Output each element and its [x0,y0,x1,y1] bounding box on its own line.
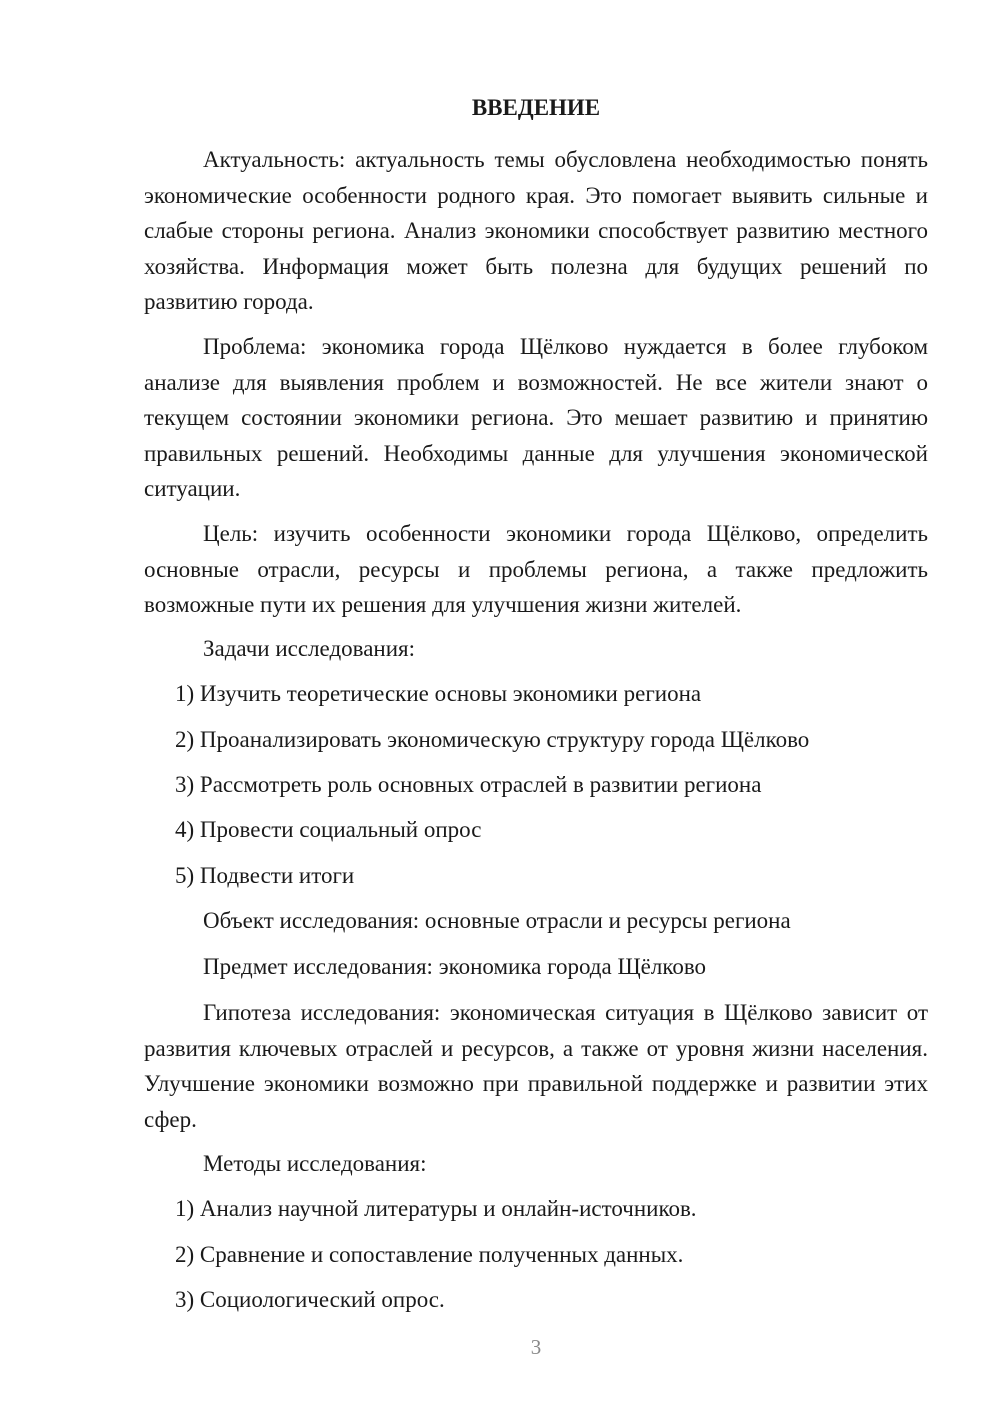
task-item: 3) Рассмотреть роль основных отраслей в развитии региона [175,772,762,797]
task-item: 5) Подвести итоги [175,863,355,888]
research-subject: Предмет исследования: экономика города Щёлково [203,954,707,979]
problem-paragraph: Проблема: экономика города Щёлково нуждается в более глубоком анализе для выявления проблем и возможностей. Не все жители знают о текущем состоянии экономики региона. Это мешает развитию и принятию правильных решений. Необходимы данные для улучшения экономической ситуации. [144,334,928,501]
page-number: 3 [530,1335,542,1359]
method-item: 2) Сравнение и сопоставление полученных данных. [175,1242,684,1267]
methods-title: Методы исследования: [203,1151,427,1176]
goal-paragraph: Цель: изучить особенности экономики города Щёлково, определить основные отрасли, ресурсы и проблемы региона, а также предложить возможные пути их решения для улучшения жизни жителей. [144,521,928,617]
method-item: 3) Социологический опрос. [175,1287,445,1312]
task-item: 1) Изучить теоретические основы экономики региона [175,681,702,706]
task-item: 2) Проанализировать экономическую структуру города Щёлково [175,727,810,752]
hypothesis-paragraph: Гипотеза исследования: экономическая ситуация в Щёлково зависит от развития ключевых отраслей и ресурсов, а также от уровня жизни населения. Улучшение экономики возможно при правильной поддержке и развитии этих сфер. [144,1000,928,1132]
task-item: 4) Провести социальный опрос [175,817,482,842]
section-heading: ВВЕДЕНИЕ [471,95,601,120]
relevance-paragraph: Актуальность: актуальность темы обусловлена необходимостью понять экономические особенности родного края. Это помогает выявить сильные и слабые стороны региона. Анализ экономики способствует развитию местного хозяйства. Информация может быть полезна для будущих решений по развитию города. [144,147,928,314]
method-item: 1) Анализ научной литературы и онлайн-источников. [175,1196,697,1221]
research-object: Объект исследования: основные отрасли и ресурсы региона [203,908,791,933]
tasks-title: Задачи исследования: [203,636,416,661]
